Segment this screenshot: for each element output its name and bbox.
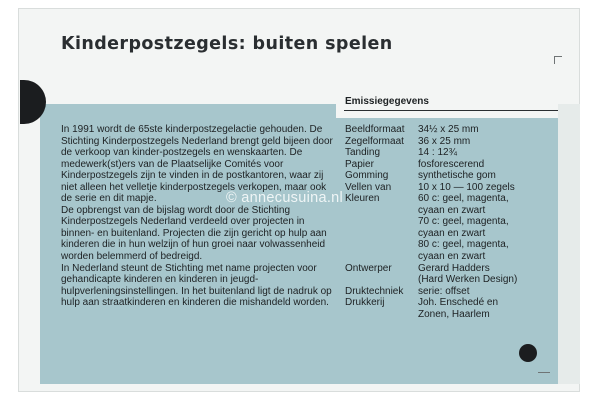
spec-row — [345, 297, 555, 320]
page-title: Kinderpostzegels: buiten spelen — [61, 34, 393, 54]
spec-value — [418, 193, 555, 262]
emission-specs — [345, 124, 555, 320]
body-text — [61, 124, 333, 309]
spec-value — [418, 136, 555, 148]
spec-value — [418, 147, 555, 159]
spec-label: Tanding — [345, 147, 381, 159]
spec-row — [345, 193, 555, 262]
spec-label: Druktechniek — [345, 285, 404, 297]
spec-row — [345, 159, 555, 171]
spec-value-line: 36 x 25 mm — [418, 135, 471, 147]
crop-mark — [554, 56, 562, 64]
crop-mark — [538, 372, 550, 373]
spec-value-line: fosforescerend — [418, 158, 485, 170]
spec-value-line: Zonen, Haarlem — [418, 308, 490, 320]
spec-value-line: 14 : 12¾ — [418, 147, 457, 159]
spec-label: Kleuren — [345, 193, 380, 205]
spec-value — [418, 263, 555, 286]
spec-row — [345, 286, 555, 298]
spec-value-line: 34½ x 25 mm — [418, 124, 479, 135]
paragraph-intro: In 1991 wordt de 65ste kinderpostzegelactie gehouden. De Stichting Kinderpostzegels Nederland brengt geld bijeen door de verkoop van kinder-postzegels en wenskaarten. De medewerk(st)ers van de Plaatselijke Comités voor Kinderpostzegels zijn te vinden in de postkantoren, waar zij niet alleen het velletje kinderpostzegels verkopen, maar ook de serie en dit mapje. — [61, 124, 333, 205]
spec-value — [418, 182, 555, 194]
emission-heading: Emissiegegevens — [345, 96, 429, 107]
paragraph-projects: In Nederland steunt de Stichting met name projecten voor gehandicapte kinderen en kinderen in jeugd-hulpverleningsinstellingen. In het buitenland ligt de nadruk op hulp aan straatkinderen en kinderen die mishandeld worden. — [61, 262, 332, 309]
spec-value — [418, 297, 555, 320]
spec-value-line: 10 x 10 — 100 zegels — [418, 181, 515, 193]
spec-row — [345, 263, 555, 286]
spec-label: Gomming — [345, 170, 389, 182]
black-dot-decoration — [519, 344, 537, 362]
spec-label: Zegelformaat — [345, 135, 404, 147]
spec-row — [345, 124, 555, 136]
spec-row — [345, 182, 555, 194]
spec-value-line: Joh. Enschedé en — [418, 297, 499, 309]
heading-rule — [344, 110, 558, 111]
spec-value-line: cyaan en zwart — [418, 251, 486, 263]
spec-value-line: 60 c: geel, magenta, — [418, 193, 509, 205]
spec-label: Ontwerper — [345, 262, 392, 274]
spec-label: Papier — [345, 158, 374, 170]
spec-value-line: Gerard Hadders — [418, 262, 490, 274]
spec-value-line: (Hard Werken Design) — [418, 274, 518, 286]
right-edge-strip — [558, 104, 580, 384]
paragraph-proceeds: De opbrengst van de bijslag wordt door de Stichting Kinderpostzegels Nederland verdeeld over projecten in binnen- en buitenland. Projecten die zijn gericht op hulp aan kinderen die in hun welzijn of hun groei naar volwassenheid worden belemmerd of bedreigd. — [61, 204, 327, 263]
spec-value-line: 70 c: geel, magenta, — [418, 216, 509, 228]
spec-value-line: cyaan en zwart — [418, 204, 486, 216]
spec-value — [418, 286, 555, 298]
spec-label: Vellen van — [345, 181, 392, 193]
spec-row — [345, 147, 555, 159]
spec-row — [345, 136, 555, 148]
spec-row — [345, 170, 555, 182]
spec-value — [418, 124, 555, 136]
spec-value-line: synthetische gom — [418, 170, 496, 182]
spec-label: Beeldformaat — [345, 124, 405, 135]
spec-value — [418, 159, 555, 171]
watermark: © annecusuina.nl — [226, 190, 344, 206]
spec-label: Drukkerij — [345, 297, 385, 309]
spec-value-line: cyaan en zwart — [418, 227, 486, 239]
spec-value-line: 80 c: geel, magenta, — [418, 239, 509, 251]
spec-value-line: serie: offset — [418, 285, 470, 297]
spec-value — [418, 170, 555, 182]
